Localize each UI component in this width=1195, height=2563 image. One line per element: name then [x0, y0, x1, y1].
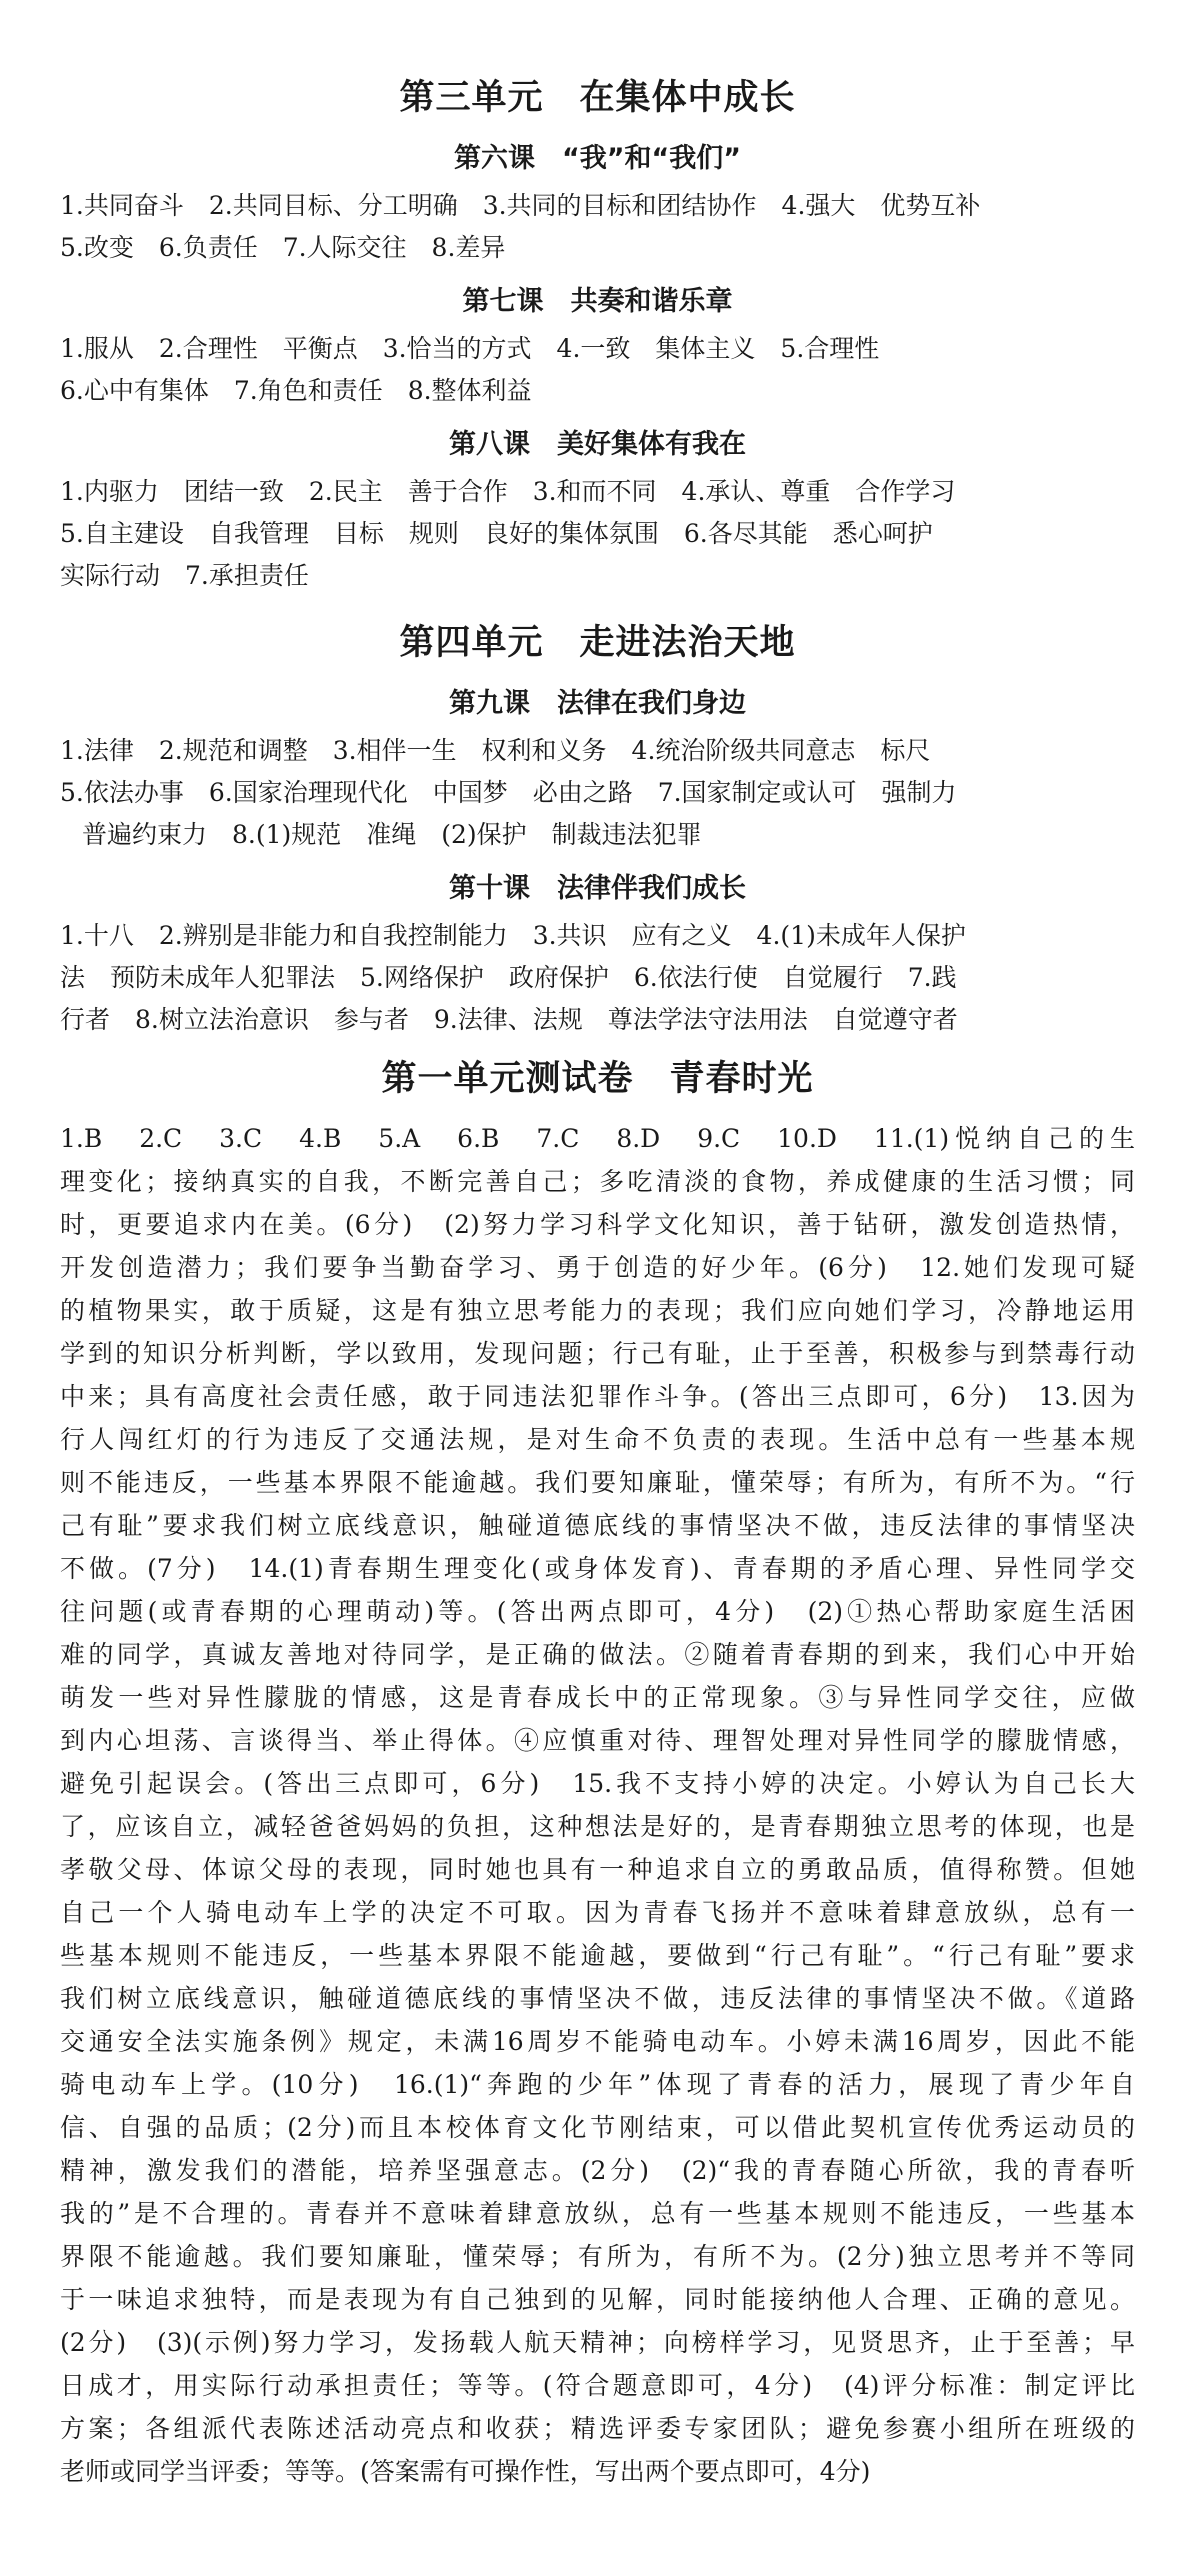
test-answer-line: 难的同学，真诚友善地对待同学，是正确的做法。②随着青春期的到来，我们心中开始 [60, 1640, 1135, 1669]
test-answer-line: 日成才，用实际行动承担责任；等等。(符合题意即可，4分) (4)评分标准：制定评比 [60, 2371, 1135, 2400]
lesson-title-9: 第九课 法律在我们身边 [449, 688, 746, 719]
lesson-10 [60, 866, 1135, 1041]
lesson-8-answers [60, 471, 1135, 597]
lesson-title-7: 第七课 共奏和谐乐章 [462, 286, 733, 317]
test-answer-line: 交通安全法实施条例》规定，未满16周岁不能骑电动车。小婷未满16周岁，因此不能 [60, 2027, 1135, 2056]
test-answer-line: 方案；各组派代表陈述活动亮点和收获；精选评委专家团队；避免参赛小组所在班级的 [60, 2414, 1135, 2443]
test-answer-line: 信、自强的品质；(2分)而且本校体育文化节刚结束，可以借此契机宣传优秀运动员的 [60, 2113, 1135, 2142]
test-answer-line: 了，应该自立，减轻爸爸妈妈的负担，这种想法是好的，是青春期独立思考的体现，也是 [60, 1812, 1135, 1841]
lesson-10-answers [60, 915, 1135, 1041]
test-answer-line: 则不能违反，一些基本界限不能逾越。我们要知廉耻，懂荣辱；有所为，有所不为。“行 [60, 1468, 1135, 1497]
test-answer-line: 老师或同学当评委；等等。(答案需有可操作性，写出两个要点即可，4分) [60, 2457, 871, 2486]
test-answer-line: 于一味追求独特，而是表现为有自己独到的见解，同时能接纳他人合理、正确的意见。 [60, 2285, 1135, 2314]
test-answer-line: 孝敬父母、体谅父母的表现，同时她也具有一种追求自立的勇敢品质，值得称赞。但她 [60, 1855, 1135, 1884]
test-answer-line: 时，更要追求内在美。(6分) (2)努力学习科学文化知识，善于钻研，激发创造热情， [60, 1210, 1135, 1239]
answer-line: 法 预防未成年人犯罪法 5.网络保护 政府保护 6.依法行使 自觉履行 7.践 [60, 963, 957, 992]
answer-line: 1.服从 2.合理性 平衡点 3.恰当的方式 4.一致 集体主义 5.合理性 [60, 334, 880, 363]
test-answer-line: 避免引起误会。(答出三点即可，6分) 15.我不支持小婷的决定。小婷认为自己长大 [60, 1769, 1135, 1798]
test-answer-line: 我们树立底线意识，触碰道德底线的事情坚决不做，违反法律的事情坚决不做。《道路 [60, 1984, 1135, 2013]
answer-line: 1.十八 2.辨别是非能力和自我控制能力 3.共识 应有之义 4.(1)未成年人保护 [60, 921, 966, 950]
lesson-7-answers [60, 328, 1135, 412]
answer-line: 5.改变 6.负责任 7.人际交往 8.差异 [60, 233, 506, 262]
test-answer-line: 精神，激发我们的潜能，培养坚强意志。(2分) (2)“我的青春随心所欲，我的青春听 [60, 2156, 1135, 2185]
test-answer-line: 行人闯红灯的行为违反了交通法规，是对生命不负责的表现。生活中总有一些基本规 [60, 1425, 1135, 1454]
lesson-6-answers [60, 185, 1135, 269]
test-answer-line: 开发创造潜力；我们要争当勤奋学习、勇于创造的好少年。(6分) 12.她们发现可疑 [60, 1253, 1135, 1282]
lesson-9-answers [60, 730, 1135, 856]
test-answer-line: 我的”是不合理的。青春并不意味着肆意放纵，总有一些基本规则不能违反，一些基本 [60, 2199, 1135, 2228]
test-answer-line: 些基本规则不能违反，一些基本界限不能逾越，要做到“行己有耻”。“行己有耻”要求 [60, 1941, 1135, 1970]
answer-line: 5.自主建设 自我管理 目标 规则 良好的集体氛围 6.各尽其能 悉心呵护 [60, 519, 933, 548]
unit-title-4: 第四单元 走进法治天地 [399, 623, 796, 663]
test-answer-line: 中来；具有高度社会责任感，敢于同违法犯罪作斗争。(答出三点即可，6分) 13.因为 [60, 1382, 1135, 1411]
unit-title-3: 第三单元 在集体中成长 [399, 78, 796, 118]
test-answer-line: 不做。(7分) 14.(1)青春期生理变化(或身体发育)、青春期的矛盾心理、异性同学交 [60, 1554, 1135, 1583]
answer-line: 普遍约束力 8.(1)规范 准绳 (2)保护 制裁违法犯罪 [82, 820, 702, 849]
answer-line: 5.依法办事 6.国家治理现代化 中国梦 必由之路 7.国家制定或认可 强制力 [60, 778, 957, 807]
test-answer-line: (2分) (3)(示例)努力学习，发扬载人航天精神；向榜样学习，见贤思齐，止于至善；早 [60, 2328, 1135, 2357]
answer-line: 实际行动 7.承担责任 [60, 561, 309, 590]
lesson-title-10: 第十课 法律伴我们成长 [449, 873, 746, 904]
lesson-6 [60, 136, 1135, 269]
test-answer-line: 往问题(或青春期的心理萌动)等。(答出两点即可，4分) (2)①热心帮助家庭生活困 [60, 1597, 1135, 1626]
test-answer-line: 己有耻”要求我们树立底线意识，触碰道德底线的事情坚决不做，违反法律的事情坚决 [60, 1511, 1135, 1540]
answer-line: 1.内驱力 团结一致 2.民主 善于合作 3.和而不同 4.承认、尊重 合作学习 [60, 477, 956, 506]
lesson-title-8: 第八课 美好集体有我在 [449, 429, 746, 460]
test-answer-line: 1.B 2.C 3.C 4.B 5.A 6.B 7.C 8.D 9.C 10.D 11.(1)悦纳自己的生 [60, 1124, 1135, 1153]
test-answer-line: 理变化；接纳真实的自我，不断完善自己；多吃清淡的食物，养成健康的生活习惯；同 [60, 1167, 1135, 1196]
answer-line: 6.心中有集体 7.角色和责任 8.整体利益 [60, 376, 532, 405]
test-title: 第一单元测试卷 青春时光 [381, 1059, 814, 1099]
test-answer-line: 学到的知识分析判断，学以致用，发现问题；行己有耻，止于至善，积极参与到禁毒行动 [60, 1339, 1135, 1368]
lesson-7 [60, 279, 1135, 412]
test-answer-line: 骑电动车上学。(10分) 16.(1)“奔跑的少年”体现了青春的活力，展现了青少年自 [60, 2070, 1135, 2099]
test-answer-line: 萌发一些对异性朦胧的情感，这是青春成长中的正常现象。③与异性同学交往，应做 [60, 1683, 1135, 1712]
test-answer-line: 的植物果实，敢于质疑，这是有独立思考能力的表现；我们应向她们学习，冷静地运用 [60, 1296, 1135, 1325]
test-answer-line: 界限不能逾越。我们要知廉耻，懂荣辱；有所为，有所不为。(2分)独立思考并不等同 [60, 2242, 1135, 2271]
answer-line: 1.法律 2.规范和调整 3.相伴一生 权利和义务 4.统治阶级共同意志 标尺 [60, 736, 931, 765]
lesson-8 [60, 422, 1135, 597]
test-answer-line: 自己一个人骑电动车上学的决定不可取。因为青春飞扬并不意味着肆意放纵，总有一 [60, 1898, 1135, 1927]
test-answers [60, 1117, 1135, 2493]
answer-line: 行者 8.树立法治意识 参与者 9.法律、法规 尊法学法守法用法 自觉遵守者 [60, 1005, 958, 1034]
lesson-title-6: 第六课 “我”和“我们” [454, 143, 741, 174]
lesson-9 [60, 681, 1135, 856]
test-answer-line: 到内心坦荡、言谈得当、举止得体。④应慎重对待、理智处理对异性同学的朦胧情感， [60, 1726, 1135, 1755]
answer-line: 1.共同奋斗 2.共同目标、分工明确 3.共同的目标和团结协作 4.强大 优势互补 [60, 191, 981, 220]
